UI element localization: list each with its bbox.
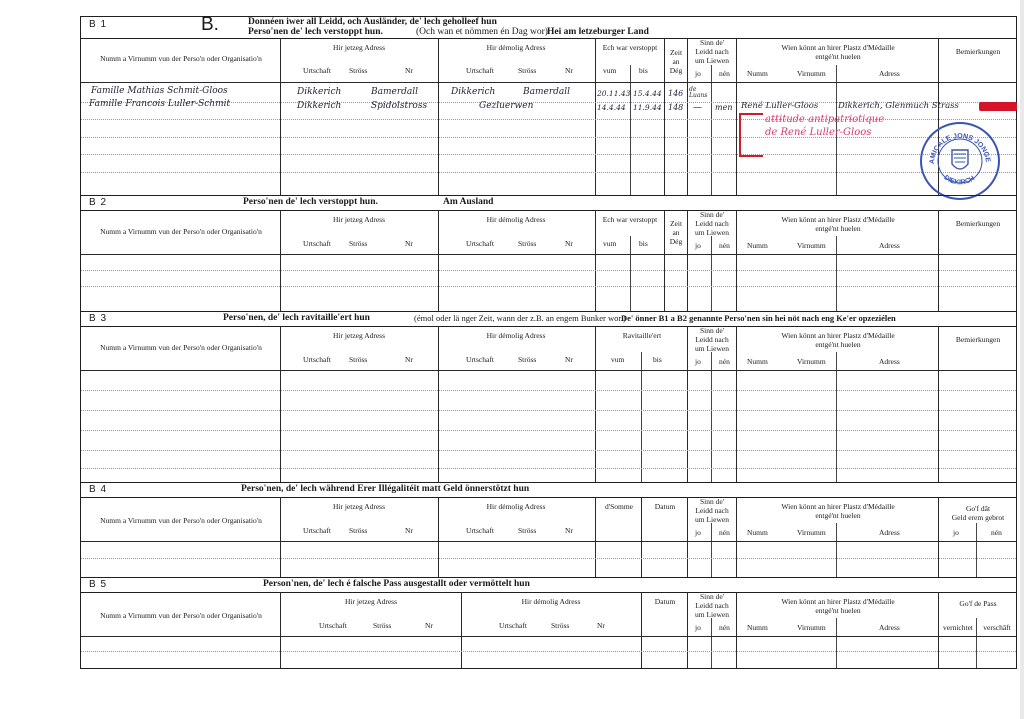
locality-label: Urtschaft (466, 239, 494, 248)
medal-label-2: entgé'nt huelen (815, 511, 861, 520)
days-label-3: Dég (669, 237, 683, 246)
entry-medal-address: Dikkerich, Glenmuch Strass (838, 101, 959, 111)
row-line (81, 270, 1016, 271)
col-divider (641, 592, 642, 668)
col-divider (630, 236, 631, 311)
former-address-label: Hir démolig Adress (486, 215, 546, 224)
alive-label-1: Sinn de' (699, 38, 725, 47)
stamp-graphic (922, 124, 998, 198)
street-label: Ströss (373, 621, 392, 630)
form-title-line2-note: (Och wan et nömmen én Dag wor) (416, 27, 548, 37)
locality-label: Urtschaft (466, 526, 494, 535)
no-label: nén (719, 528, 730, 537)
entry-row1-former-locality: Dikkerich (451, 87, 496, 97)
alive-label-3: um Liewen (695, 610, 729, 619)
alive-label-3: um Liewen (695, 56, 729, 65)
row-line (81, 430, 1016, 431)
address-label: Adress (879, 623, 900, 632)
no-label: nén (719, 623, 730, 632)
col-divider (595, 210, 596, 311)
entry-row1-current-locality: Dikkerich (297, 87, 342, 97)
no-label: nén (991, 528, 1002, 537)
medal-label-1: Wien könnt an hirer Plastz d'Médaille (781, 215, 895, 224)
row-line (81, 137, 1016, 138)
col-divider (938, 497, 939, 577)
page-edge (1020, 0, 1024, 719)
section-b4-code: B 4 (89, 484, 108, 495)
number-label: Nr (565, 239, 573, 248)
row-line (81, 286, 1016, 287)
address-label: Adress (879, 528, 900, 537)
pass-used-label: verschâft (983, 623, 1011, 632)
col-divider (836, 236, 837, 311)
col-divider (736, 497, 737, 577)
locality-label: Urtschaft (466, 355, 494, 364)
col-divider (280, 497, 281, 577)
from-label: vum (603, 239, 617, 248)
header-underline (81, 370, 1016, 371)
col-divider (687, 210, 688, 311)
col-divider (438, 326, 439, 482)
to-label: bis (639, 66, 648, 75)
section-b5-header (81, 578, 1016, 593)
locality-label: Urtschaft (303, 355, 331, 364)
section-b3-title-right: De' önner B1 a B2 genannte Perso'nen sin hei nöt nach eng Ke'er opzeziélen (621, 313, 896, 323)
col-divider (595, 497, 596, 577)
col-divider (836, 352, 837, 482)
row-line (81, 154, 1016, 155)
street-label: Ströss (349, 66, 368, 75)
alive-label-2: Leidd nach (695, 335, 729, 344)
number-label: Nr (565, 526, 573, 535)
entry-medal-person: René Luller-Gloos (741, 101, 819, 111)
person-first-label: Virnumm (797, 623, 826, 632)
header-underline (81, 82, 1016, 83)
alive-label-2: Leidd nach (695, 219, 729, 228)
form-letter: B. (201, 14, 219, 35)
row-line (81, 651, 1016, 652)
money-label-1: Go'f dât (965, 504, 991, 513)
medal-label-1: Wien könnt an hirer Plastz d'Médaille (781, 597, 895, 606)
entry-row2-current-street: Spidolstross (371, 101, 428, 111)
alive-label-3: um Liewen (695, 344, 729, 353)
entry-row1-days: 146 (668, 89, 684, 98)
col-divider (976, 523, 977, 577)
alive-label-2: Leidd nach (695, 506, 729, 515)
entry-row1-alive: de Luans (689, 86, 708, 99)
locality-label: Urtschaft (319, 621, 347, 630)
section-b2 (80, 195, 1017, 312)
person-name-label: Numm (747, 69, 768, 78)
number-label: Nr (405, 526, 413, 535)
medal-label-2: entgé'nt huelen (815, 224, 861, 233)
yes-label: jo (953, 528, 959, 537)
name-col-label: Numm a Virnumm vun der Perso'n oder Organisatio'n (100, 516, 262, 525)
form-title-line2: Perso'nen de' lech verstoppt hun. (248, 27, 383, 37)
days-label-1: Zeit (669, 48, 683, 57)
entry-row2-dash: — (693, 103, 702, 113)
money-label-2: Geld erem gebrot (951, 513, 1005, 522)
person-first-label: Virnumm (797, 357, 826, 366)
col-divider (836, 523, 837, 577)
street-label: Ströss (349, 239, 368, 248)
street-label: Ströss (349, 526, 368, 535)
header-underline (81, 541, 1016, 542)
col-divider (711, 352, 712, 482)
person-name-label: Numm (747, 623, 768, 632)
street-label: Ströss (349, 355, 368, 364)
entry-row2-current-locality: Dikkerich (297, 101, 342, 111)
col-divider (711, 618, 712, 668)
col-divider (938, 326, 939, 482)
col-divider (641, 352, 642, 482)
col-divider (641, 497, 642, 577)
entry-remark-red-2: de René Luller-Gloos (765, 127, 872, 138)
section-b3-header (81, 312, 1016, 327)
person-first-label: Virnumm (797, 241, 826, 250)
yes-label: jo (695, 241, 701, 250)
alive-label-2: Leidd nach (695, 601, 729, 610)
pass-destroyed-label: vernichtet (943, 623, 973, 632)
col-divider (687, 326, 688, 482)
col-divider (938, 592, 939, 668)
section-b4 (80, 482, 1017, 578)
alive-label-3: um Liewen (695, 228, 729, 237)
former-address-label: Hir démolig Adress (486, 43, 546, 52)
col-divider (736, 326, 737, 482)
red-strike-mark (979, 102, 1017, 111)
from-label: vum (603, 66, 617, 75)
medal-label-1: Wien könnt an hirer Plastz d'Médaille (781, 502, 895, 511)
entry-row2-no: men (715, 103, 733, 112)
section-b3 (80, 311, 1017, 483)
number-label: Nr (597, 621, 605, 630)
yes-label: jo (695, 69, 701, 78)
alive-label-1: Sinn de' (699, 592, 725, 601)
section-b5 (80, 577, 1017, 669)
street-label: Ströss (518, 526, 537, 535)
row-line (81, 410, 1016, 411)
number-label: Nr (565, 66, 573, 75)
no-label: nén (719, 69, 730, 78)
medal-label-1: Wien könnt an hirer Plastz d'Médaille (781, 331, 895, 340)
medal-label-1: Wien könnt an hirer Plastz d'Médaille (781, 43, 895, 52)
entry-row2-name: Famille Francois Luller-Schmit (89, 99, 231, 109)
row-line (81, 450, 1016, 451)
no-label: nén (719, 241, 730, 250)
entry-remark-red-1: attitude antipatriotique (765, 114, 885, 125)
date-label: Datum (654, 597, 676, 606)
locality-label: Urtschaft (303, 526, 331, 535)
address-label: Adress (879, 241, 900, 250)
col-divider (687, 592, 688, 668)
current-address-label: Hir jetzeg Adress (332, 215, 386, 224)
yes-label: jo (695, 528, 701, 537)
person-name-label: Numm (747, 241, 768, 250)
form-title-line2-right: Hei am letzeburger Land (547, 27, 649, 37)
section-b3-title: Perso'nen, de' lech ravitaille'ert hun (223, 313, 370, 323)
medal-label-2: entgé'nt huelen (815, 340, 861, 349)
row-line (81, 172, 1016, 173)
address-label: Adress (879, 357, 900, 366)
current-address-label: Hir jetzeg Adress (332, 502, 386, 511)
to-label: bis (653, 355, 662, 364)
col-divider (711, 523, 712, 577)
name-col-label: Numm a Virnumm vun der Perso'n oder Organisatio'n (100, 54, 262, 63)
col-divider (280, 326, 281, 482)
locality-label: Urtschaft (466, 66, 494, 75)
number-label: Nr (405, 239, 413, 248)
col-divider (711, 236, 712, 311)
col-divider (976, 618, 977, 668)
person-name-label: Numm (747, 528, 768, 537)
col-divider (438, 497, 439, 577)
name-col-label: Numm a Virnumm vun der Perso'n oder Organisatio'n (100, 611, 262, 620)
number-label: Nr (425, 621, 433, 630)
col-divider (736, 592, 737, 668)
former-address-label: Hir démolig Adress (521, 597, 581, 606)
col-divider (280, 210, 281, 311)
col-divider (280, 592, 281, 668)
section-b2-title-right: Am Ausland (443, 197, 494, 207)
hidden-label: Ech war verstoppt (602, 215, 658, 224)
stamp-bottom-text: DIEKIRCH (942, 174, 977, 187)
col-divider (630, 65, 631, 195)
street-label: Ströss (518, 239, 537, 248)
section-b4-title: Perso'nen, de' lech während Erer Illégalitéit matt Geld önnerstötzt hun (241, 484, 530, 494)
col-divider (664, 210, 665, 311)
days-label-2: an (672, 57, 680, 66)
section-b3-code: B 3 (89, 313, 108, 324)
days-label-1: Zeit (669, 219, 683, 228)
section-b5-title: Person'nen, de' lech é falsche Pass ausgestallt oder vermöttelt hun (263, 579, 530, 589)
medal-label-2: entgé'nt huelen (815, 606, 861, 615)
hidden-label: Ech war verstoppt (602, 43, 658, 52)
date-label: Datum (654, 502, 676, 511)
pass-title-label: Go'f de Pass (959, 599, 997, 608)
col-divider (736, 210, 737, 311)
number-label: Nr (565, 355, 573, 364)
entry-row1-current-street: Bamerdall (371, 87, 419, 97)
col-divider (461, 592, 462, 668)
former-address-label: Hir démolig Adress (486, 502, 546, 511)
section-b1 (80, 16, 1017, 196)
from-label: vum (611, 355, 625, 364)
section-b4-header (81, 483, 1016, 498)
col-divider (938, 210, 939, 311)
col-divider (711, 65, 712, 195)
yes-label: jo (695, 623, 701, 632)
alive-label-3: um Liewen (695, 515, 729, 524)
alive-label-1: Sinn de' (699, 326, 725, 335)
section-b2-code: B 2 (89, 197, 108, 208)
row-line (81, 390, 1016, 391)
medal-label-2: entgé'nt huelen (815, 52, 861, 61)
number-label: Nr (405, 355, 413, 364)
svg-text:DIEKIRCH (943, 174, 977, 186)
person-first-label: Virnumm (797, 528, 826, 537)
supplied-label: Ravitaille'ert (622, 331, 662, 340)
remarks-label: Bemierkungen (955, 335, 1001, 344)
section-b5-code: B 5 (89, 579, 108, 590)
locality-label: Urtschaft (303, 239, 331, 248)
name-col-label: Numm a Virnumm vun der Perso'n oder Organisatio'n (100, 227, 262, 236)
entry-row1-name: Famille Mathias Schmit-Gloos (91, 86, 228, 96)
yes-label: jo (695, 357, 701, 366)
remarks-label: Bemierkungen (955, 47, 1001, 56)
current-address-label: Hir jetzeg Adress (332, 43, 386, 52)
red-bracket-mark (739, 113, 763, 157)
locality-label: Urtschaft (499, 621, 527, 630)
section-b1-code: B 1 (89, 19, 108, 30)
street-label: Ströss (551, 621, 570, 630)
entry-row1-former-street: Bamerdall (523, 87, 571, 97)
remarks-label: Bemierkungen (955, 219, 1001, 228)
form-title-line1: Donnéen iwer all Leidd, och Ausländer, de' lech geholleef hun (248, 17, 497, 27)
address-label: Adress (879, 69, 900, 78)
days-label-3: Dég (669, 66, 683, 75)
entry-row1-from: 20.11.43 (597, 89, 631, 98)
stamp-seal (920, 122, 1000, 200)
number-label: Nr (405, 66, 413, 75)
col-divider (438, 210, 439, 311)
person-name-label: Numm (747, 357, 768, 366)
col-divider (836, 618, 837, 668)
entry-row2-former-street: Gezluerwen (479, 101, 534, 111)
alive-label-1: Sinn de' (699, 210, 725, 219)
entry-row2-days: 148 (668, 103, 684, 112)
entry-row1-to: 15.4.44 (633, 89, 662, 98)
person-first-label: Virnumm (797, 69, 826, 78)
col-divider (595, 326, 596, 482)
former-address-label: Hir démolig Adress (486, 331, 546, 340)
entry-row2-to: 11.9.44 (633, 103, 662, 112)
stamp-top-text: AMICALE JONS JONGE (928, 132, 992, 165)
name-col-label: Numm a Virnumm vun der Perso'n oder Organisatio'n (100, 343, 262, 352)
no-label: nén (719, 357, 730, 366)
entry-row2-from: 14.4.44 (597, 103, 626, 112)
to-label: bis (639, 239, 648, 248)
section-b2-title: Perso'nen de' lech verstoppt hun. (243, 197, 378, 207)
header-underline (81, 254, 1016, 255)
sum-label: d'Somme (604, 502, 634, 511)
section-b1-header (81, 14, 1016, 39)
street-label: Ströss (518, 355, 537, 364)
row-line (81, 558, 1016, 559)
alive-label-2: Leidd nach (695, 47, 729, 56)
header-underline (81, 636, 1016, 637)
days-label-2: an (672, 228, 680, 237)
street-label: Ströss (518, 66, 537, 75)
locality-label: Urtschaft (303, 66, 331, 75)
section-b2-header (81, 196, 1016, 211)
current-address-label: Hir jetzeg Adress (344, 597, 398, 606)
section-b3-title-note: (émol oder lä nger Zeit, wann der z.B. an engem Bunker wor.) (414, 313, 626, 323)
current-address-label: Hir jetzeg Adress (332, 331, 386, 340)
alive-label-1: Sinn de' (699, 497, 725, 506)
col-divider (687, 497, 688, 577)
row-line (81, 468, 1016, 469)
